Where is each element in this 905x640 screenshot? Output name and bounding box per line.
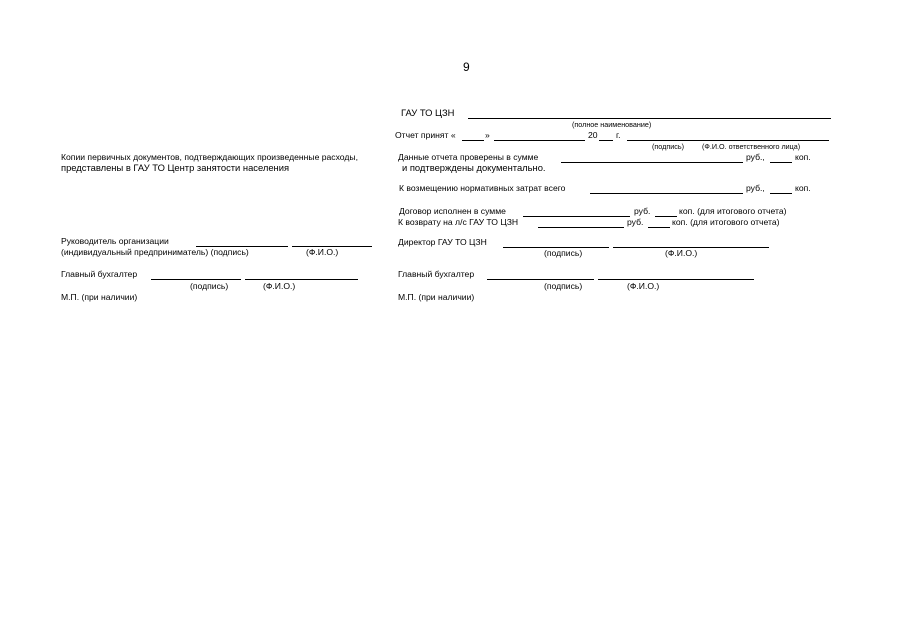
- right-accountant-fio-line: [598, 279, 754, 280]
- year-line: [599, 140, 613, 141]
- copies-line-2: представлены в ГАУ ТО Центр занятости населения: [61, 162, 290, 173]
- report-received-label: Отчет принят «: [395, 130, 456, 140]
- right-chief-accountant-label: Главный бухгалтер: [398, 269, 475, 279]
- director-label: Директор ГАУ ТО ЦЗН: [398, 237, 487, 247]
- confirmed-label: и подтверждены документально.: [402, 162, 546, 173]
- right-accountant-caption-signature: (подпись): [544, 281, 583, 291]
- checked-kop: коп.: [795, 152, 811, 162]
- contract-done-label: Договор исполнен в сумме: [399, 206, 506, 216]
- org-caption: (полное наименование): [572, 120, 652, 129]
- reimbursement-kop: коп.: [795, 183, 811, 193]
- reimbursement-rub: руб.,: [746, 183, 765, 193]
- contract-rub: руб.: [634, 206, 651, 216]
- entrepreneur-caption: (индивидуальный предприниматель) (подпись): [61, 247, 249, 257]
- left-stamp: М.П. (при наличии): [61, 292, 138, 302]
- right-accountant-signature-line: [487, 279, 594, 280]
- return-kop-line: [648, 227, 670, 228]
- report-month-line: [494, 140, 585, 141]
- director-caption-signature: (подпись): [544, 248, 583, 258]
- left-accountant-caption-signature: (подпись): [190, 281, 229, 291]
- return-kop-final: коп. (для итогового отчета): [672, 217, 780, 227]
- year-suffix: г.: [616, 130, 621, 140]
- right-stamp: М.П. (при наличии): [398, 292, 475, 302]
- org-name-line: [468, 118, 831, 119]
- contract-kop-final: коп. (для итогового отчета): [679, 206, 787, 216]
- contract-amount-line: [523, 216, 630, 217]
- left-accountant-signature-line: [151, 279, 241, 280]
- return-amount-line: [538, 227, 624, 228]
- reimbursement-label: К возмещению нормативных затрат всего: [399, 183, 566, 193]
- checked-amount-line: [561, 162, 743, 163]
- caption-responsible: (Ф.И.О. ответственного лица): [702, 142, 801, 151]
- reimbursement-line: [590, 193, 743, 194]
- checked-rub: руб.,: [746, 152, 765, 162]
- head-caption-fio: (Ф.И.О.): [306, 247, 339, 257]
- report-received-close: »: [485, 130, 490, 140]
- year-prefix: 20: [588, 130, 598, 140]
- page-number: 9: [463, 60, 470, 74]
- left-accountant-caption-fio: (Ф.И.О.): [263, 281, 296, 291]
- return-account-label: К возврату на л/с ГАУ ТО ЦЗН: [398, 217, 519, 227]
- right-accountant-caption-fio: (Ф.И.О.): [627, 281, 660, 291]
- checked-kop-line: [770, 162, 792, 163]
- checked-in-amount-label: Данные отчета проверены в сумме: [398, 152, 539, 162]
- return-rub: руб.: [627, 217, 644, 227]
- reimbursement-kop-line: [770, 193, 792, 194]
- org-prefix: ГАУ ТО ЦЗН: [401, 107, 455, 118]
- director-caption-fio: (Ф.И.О.): [665, 248, 698, 258]
- copies-line-1: Копии первичных документов, подтверждающих произведенные расходы,: [61, 152, 358, 162]
- caption-signature: (подпись): [652, 142, 684, 151]
- head-of-org-label: Руководитель организации: [61, 236, 169, 246]
- report-day-line: [462, 140, 484, 141]
- left-accountant-fio-line: [245, 279, 358, 280]
- left-chief-accountant-label: Главный бухгалтер: [61, 269, 138, 279]
- responsible-signature-line: [627, 140, 829, 141]
